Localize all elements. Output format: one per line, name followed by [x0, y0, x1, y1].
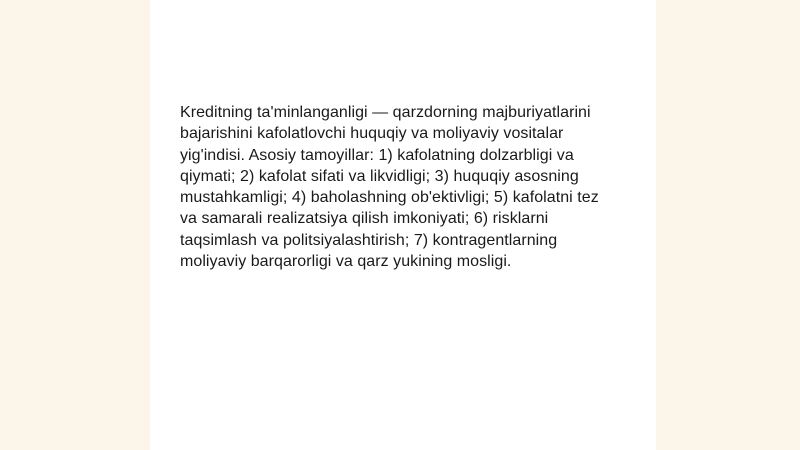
document-page	[150, 0, 656, 450]
body-paragraph: Kreditning ta'minlanganligi — qarzdorning majburiyatlarini bajarishini kafolatlovchi huquqiy va moliyaviy vositalar yig'indisi. Asosiy tamoyillar: 1) kafolatning dolzarbligi va qiymati; 2) kafolat sifati va likvidligi; 3) huquqiy asosning mustahkamligi; 4) baholashning ob'ektivligi; 5) kafolatni tez va samarali realizatsiya qilish imkoniyati; 6) risklarni taqsimlash va politsiyalashtirish; 7) kontragentlarning moliyaviy barqarorligi va qarz yukining mosligi.	[180, 104, 599, 271]
